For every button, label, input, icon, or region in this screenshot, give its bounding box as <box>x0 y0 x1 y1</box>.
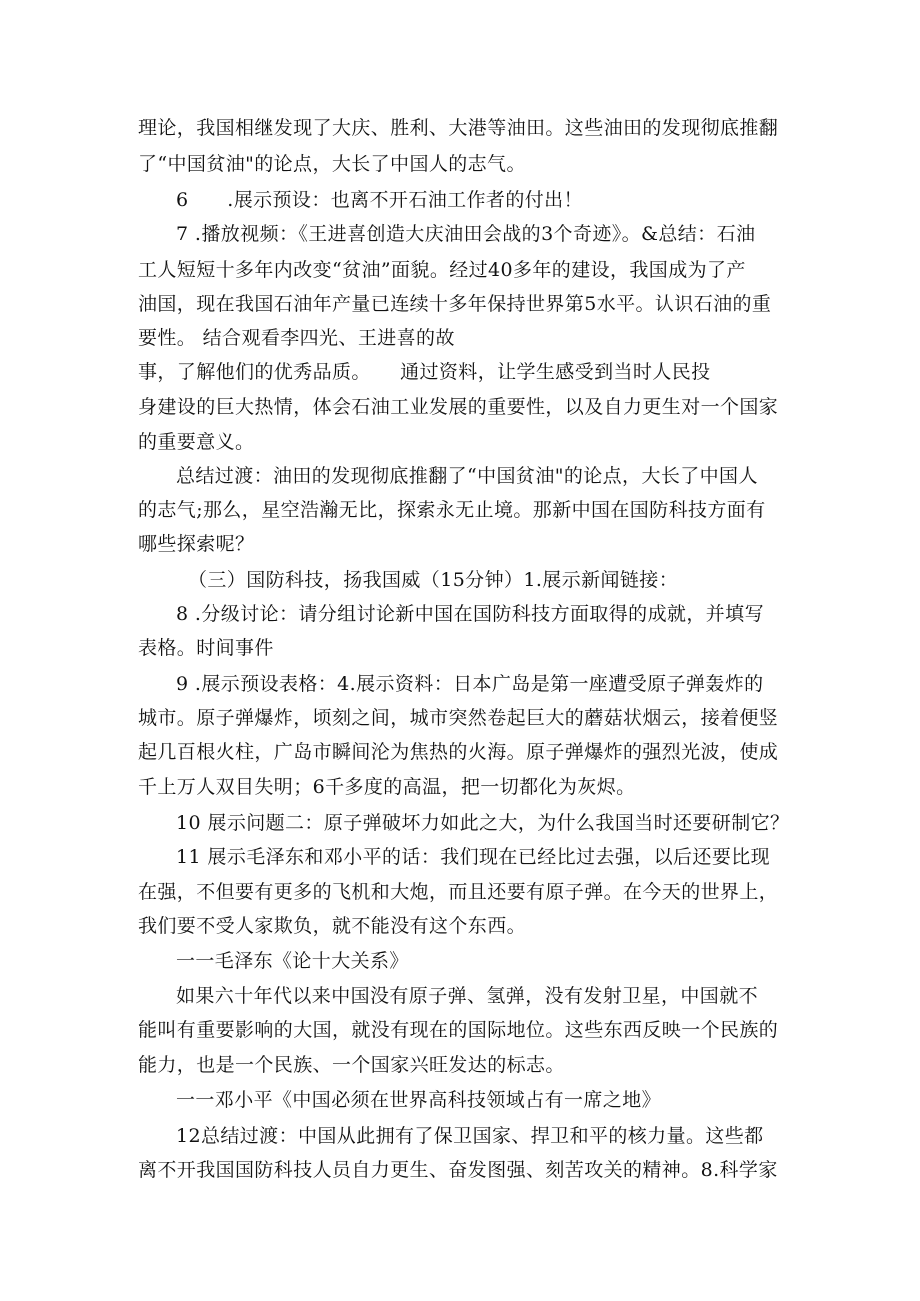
text-line: 城市。原子弹爆炸，顷刻之间，城市突然卷起巨大的蘑菇状烟云，接着便竖 <box>138 707 779 729</box>
text-line: 要性。 结合观看李四光、王进喜的故 <box>138 327 455 349</box>
text-line: 的志气;那么，星空浩瀚无比，探索永无止境。那新中国在国防科技方面有 <box>138 499 766 521</box>
text-line: 哪些探索呢？ <box>138 533 255 555</box>
text-line: 理论，我国相继发现了大庆、胜利、大港等油田。这些油田的发现彻底推翻 <box>138 117 779 139</box>
text-line: 表格。时间事件 <box>138 637 274 659</box>
text-line: 我们要不受人家欺负，就不能没有这个东西。 <box>138 915 527 937</box>
text-line: 10 展示问题二：原子弹破坏力如此之大，为什么我国当时还要研制它？ <box>176 812 790 834</box>
text-line: 7 .播放视频：《王进喜创造大庆油田会战的3个奇迹》。&总结：石油 <box>176 223 756 245</box>
text-line: 工人短短十多年内改变“贫油”面貌。经过40多年的建设，我国成为了产 <box>138 259 746 281</box>
text-line: 在强，不但要有更多的飞机和大炮，而且还要有原子弹。在今天的世界上， <box>138 881 779 903</box>
section-heading: （三）国防科技，扬我国威（15分钟）1.展示新闻链接： <box>188 569 679 591</box>
text-line: 6 .展示预设：也离不开石油工作者的付出！ <box>176 189 583 211</box>
text-line: 身建设的巨大热情，体会石油工业发展的重要性，以及自力更生对一个国家 <box>138 396 779 418</box>
text-line: 能叫有重要影响的大国，就没有现在的国际地位。这些东西反映一个民族的 <box>138 1019 779 1041</box>
text-line: 12总结过渡：中国从此拥有了保卫国家、捍卫和平的核力量。这些都 <box>176 1125 764 1147</box>
text-line: 事，了解他们的优秀品质。 通过资料，让学生感受到当时人民投 <box>138 361 711 383</box>
text-line: 起几百根火柱，广岛市瞬间沦为焦热的火海。原子弹爆炸的强烈光波，使成 <box>138 741 779 763</box>
text-line: 如果六十年代以来中国没有原子弹、氢弹，没有发射卫星，中国就不 <box>176 985 759 1007</box>
text-line: 总结过渡：油田的发现彻底推翻了“中国贫油"的论点，大长了中国人 <box>176 465 758 487</box>
quote-attribution: 一一邓小平《中国必须在世界高科技领域占有一席之地》 <box>176 1089 662 1111</box>
text-line: 离不开我国国防科技人员自力更生、奋发图强、刻苦攻关的精神。8.科学家 <box>138 1159 778 1181</box>
text-line: 11 展示毛泽东和邓小平的话：我们现在已经比过去强，以后还要比现 <box>176 846 771 868</box>
text-line: 了“中国贫油"的论点，大长了中国人的志气。 <box>138 153 526 175</box>
quote-attribution: 一一毛泽东《论十大关系》 <box>176 950 409 972</box>
text-line: 9 .展示预设表格：4.展示资料：日本广岛是第一座遭受原子弹轰炸的 <box>176 673 764 695</box>
text-line: 千上万人双目失明；6千多度的高温，把一切都化为灰烬。 <box>138 776 636 798</box>
text-line: 油国，现在我国石油年产量已连续十多年保持世界第5水平。认识石油的重 <box>138 293 772 315</box>
text-line: 能力，也是一个民族、一个国家兴旺发达的标志。 <box>138 1054 565 1076</box>
text-line: 8 .分级讨论：请分组讨论新中国在国防科技方面取得的成就，并填写 <box>176 603 764 625</box>
text-line: 的重要意义。 <box>138 431 255 453</box>
